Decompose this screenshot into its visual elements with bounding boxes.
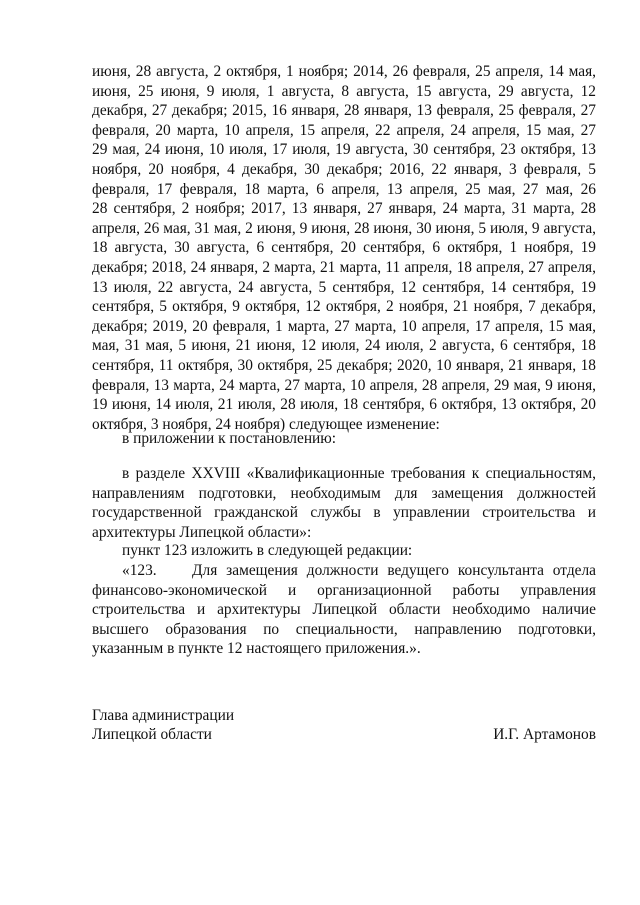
paragraph-line: июня, 28 августа, 2 октября, 1 ноября; 2014, 26 февраля, 25 апреля, 14 мая, <box>92 63 596 80</box>
paragraph-line: пункт 123 изложить в следующей редакции: <box>122 542 413 559</box>
signature-title-line: Липецкой области <box>92 726 212 743</box>
paragraph-line: 18 августа, 30 августа, 6 сентября, 20 сентября, 6 октября, 1 ноября, 19 <box>92 239 596 257</box>
paragraph-line: в разделе XXVIII «Квалификационные требования к специальностям, <box>122 465 596 482</box>
paragraph-line: 19 июня, 14 июля, 21 июля, 28 июля, 18 сентября, 6 октября, 13 октября, 20 <box>92 396 596 414</box>
section-paragraph <box>92 464 596 542</box>
item-paragraph <box>92 561 596 659</box>
paragraph-line: указанным в пункте 12 настоящего приложения.». <box>92 640 421 658</box>
paragraph-line: ноября, 20 ноября, 4 декабря, 30 декабря; 2016, 22 января, 3 февраля, 5 <box>92 160 596 178</box>
main-paragraph <box>92 62 596 434</box>
paragraph-line: октября, 3 ноября, 24 ноября) следующее изменение: <box>92 415 440 433</box>
paragraph-line: 13 июля, 22 августа, 24 августа, 5 сентября, 12 сентября, 14 сентября, 19 <box>92 278 596 296</box>
paragraph-line: декабря, 27 декабря; 2015, 16 января, 28 января, 13 февраля, 25 февраля, 27 <box>92 102 596 120</box>
paragraph-line: февраля, 17 февраля, 18 марта, 6 апреля, 13 апреля, 25 мая, 27 мая, 26 <box>92 180 596 198</box>
signature-title-row-1 <box>92 706 596 726</box>
paragraph-line: декабря; 2018, 24 января, 2 марта, 21 марта, 11 апреля, 18 апреля, 27 апреля, <box>92 258 596 276</box>
paragraph-line: финансово-экономической и организационной работы управления <box>92 581 596 599</box>
signatory-name: И.Г. Артамонов <box>493 726 596 743</box>
paragraph-line: апреля, 26 мая, 31 мая, 2 июня, 9 июня, 28 июня, 30 июня, 5 июля, 9 августа, <box>92 219 596 237</box>
paragraph-line: строительства и архитектуры Липецкой области необходимо наличие <box>92 601 596 619</box>
appendix-intro <box>122 429 596 449</box>
paragraph-line: 28 сентября, 2 ноября; 2017, 13 января, 27 января, 24 марта, 31 марта, 28 <box>92 200 596 218</box>
paragraph-line: «123. Для замещения должности ведущего консультанта отдела <box>122 562 596 579</box>
paragraph-line: февраля, 13 марта, 24 марта, 27 марта, 10 апреля, 28 апреля, 29 мая, 9 июня, <box>92 376 596 394</box>
paragraph-line: государственной гражданской службы в управлении строительства и <box>92 504 596 522</box>
paragraph-line: 29 мая, 24 июня, 10 июля, 17 июля, 19 августа, 30 сентября, 23 октября, 13 <box>92 141 596 159</box>
signature-title-line: Глава администрации <box>92 707 235 724</box>
signature-title-row-2 <box>92 725 596 745</box>
paragraph-line: архитектуры Липецкой области»: <box>92 523 312 541</box>
paragraph-line: высшего образования по специальности, направлению подготовки, <box>92 620 596 638</box>
paragraph-line: направлениям подготовки, необходимым для замещения должностей <box>92 484 596 502</box>
paragraph-line: июня, 25 июня, 9 июля, 1 августа, 8 августа, 15 августа, 29 августа, 12 <box>92 82 596 100</box>
paragraph-line: мая, 31 мая, 5 июня, 21 июня, 12 июля, 24 июля, 2 августа, 6 сентября, 18 <box>92 337 596 355</box>
paragraph-line: февраля, 20 марта, 10 апреля, 15 апреля, 22 апреля, 24 апреля, 15 мая, 27 <box>92 121 596 139</box>
paragraph-line: сентября, 5 октября, 9 октября, 12 октября, 2 ноября, 21 ноября, 7 декабря, <box>92 298 596 316</box>
paragraph-line: в приложении к постановлению: <box>122 430 337 447</box>
item-intro <box>122 541 596 561</box>
paragraph-line: сентября, 11 октября, 30 октября, 25 декабря; 2020, 10 января, 21 января, 18 <box>92 356 596 374</box>
paragraph-line: декабря; 2019, 20 февраля, 1 марта, 27 марта, 10 апреля, 17 апреля, 15 мая, <box>92 317 596 335</box>
